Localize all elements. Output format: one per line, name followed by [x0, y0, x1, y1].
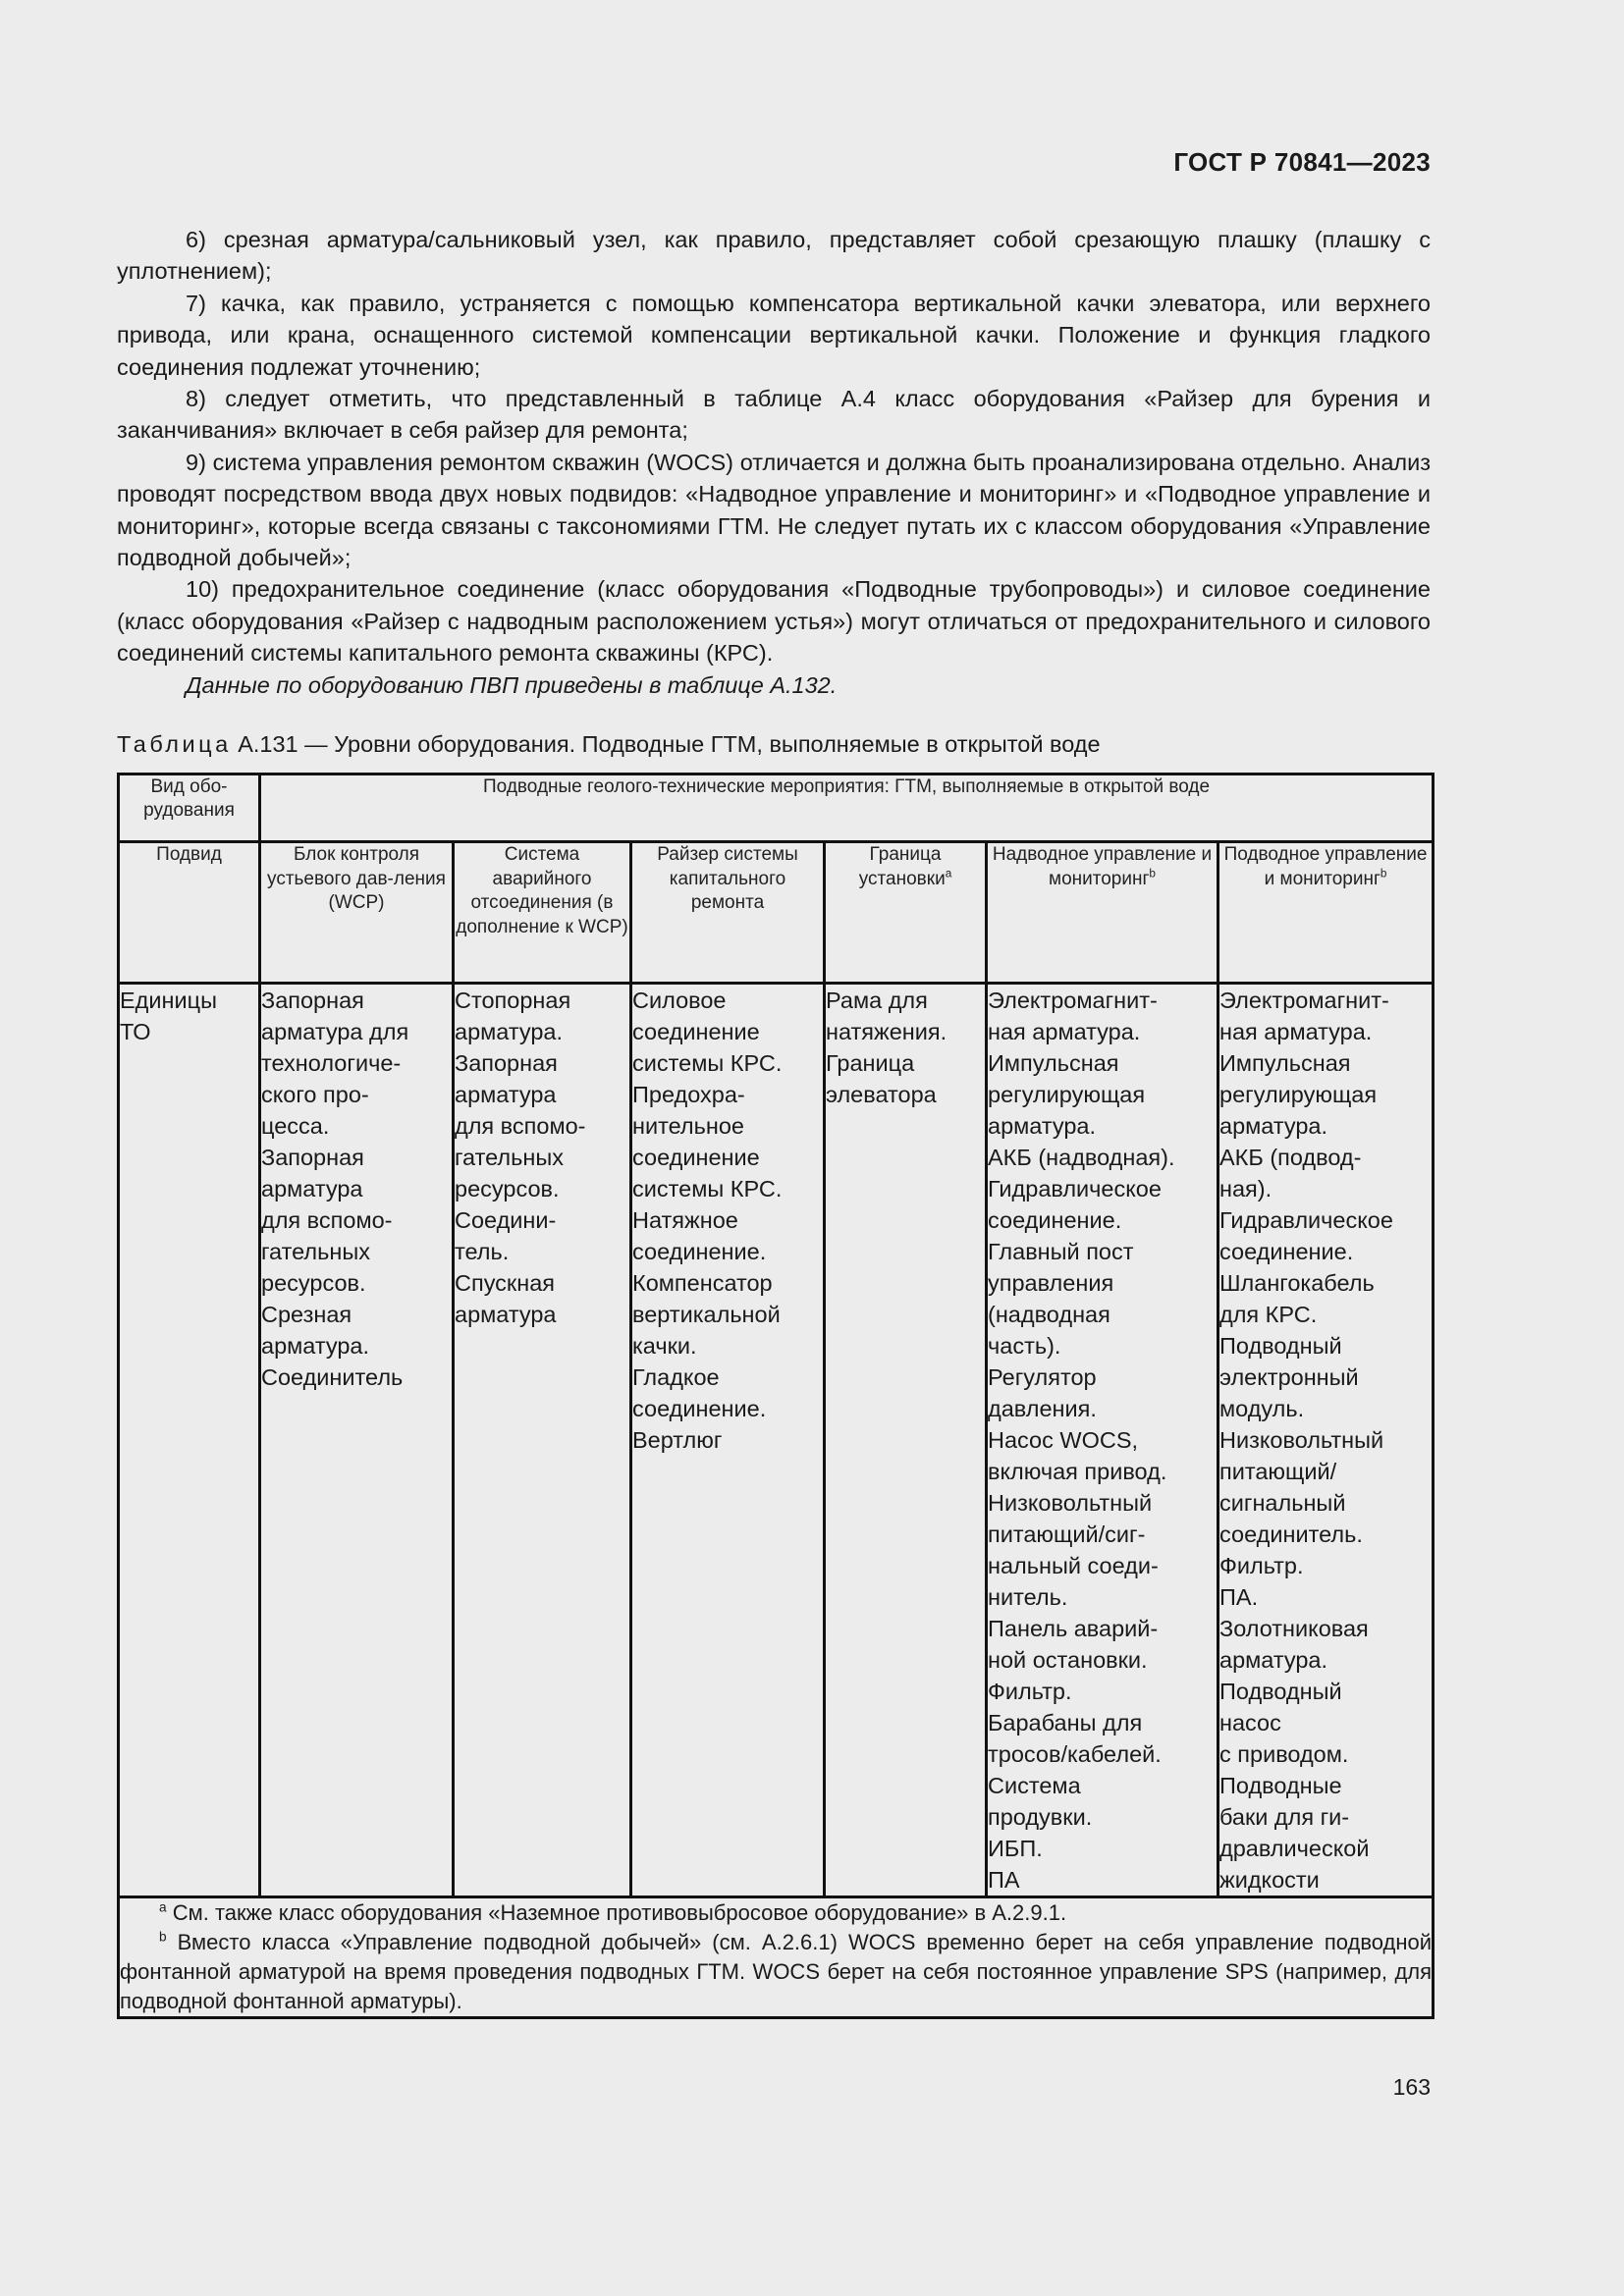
row-label-cell: Единицы ТО: [119, 984, 260, 1897]
cell-line: Подводный: [1219, 1333, 1342, 1359]
column-header: Райзер системы капитального ремонта: [631, 842, 825, 984]
cell-line: продувки.: [988, 1804, 1093, 1830]
table-header-row: [119, 774, 1434, 842]
table-row: [119, 984, 1434, 1897]
cell-line: ресурсов.: [455, 1176, 560, 1201]
cell-line: Фильтр.: [1219, 1553, 1304, 1578]
cell-line: часть).: [988, 1333, 1061, 1359]
cell-line: Импульсная: [1219, 1050, 1351, 1076]
cell-line: Золотниковая: [1219, 1616, 1369, 1641]
cell-line: включая привод.: [988, 1459, 1167, 1484]
cell-line: ПА: [988, 1867, 1020, 1893]
document-id: ГОСТ Р 70841—2023: [1173, 147, 1431, 177]
cell-line: питающий/: [1219, 1459, 1337, 1484]
cell-line: нальный соеди-: [988, 1553, 1159, 1578]
row-label-header: Подвид: [119, 842, 260, 984]
cell-line: Импульсная: [988, 1050, 1119, 1076]
cell-line: для КРС.: [1219, 1302, 1318, 1327]
table-cell: [825, 984, 987, 1897]
corner-header: Вид обо-рудования: [119, 774, 260, 842]
cell-line: Предохра-: [632, 1082, 745, 1107]
cell-line: Запорная: [261, 1145, 364, 1170]
body-text: [117, 224, 1431, 701]
cell-line: регулирующая: [988, 1082, 1146, 1107]
cell-line: цесса.: [261, 1113, 330, 1139]
cell-line: арматура.: [988, 1113, 1097, 1139]
cell-line: Вертлюг: [632, 1427, 723, 1453]
cell-line: соединение.: [1219, 1239, 1354, 1264]
cell-line: ная арматура.: [988, 1019, 1141, 1044]
cell-line: сигнальный: [1219, 1490, 1346, 1516]
cell-line: Силовое: [632, 988, 727, 1013]
column-header-row: [119, 842, 1434, 984]
cell-line: гательных: [261, 1239, 370, 1264]
cell-line: Фильтр.: [988, 1679, 1072, 1704]
cell-line: соединение.: [632, 1396, 767, 1421]
cell-line: Электромагнит-: [988, 988, 1158, 1013]
paragraph: 10) предохранительное соединение (класс оборудования «Подводные трубопроводы») и силовое соединение (класс оборудования «Райзер с надводным расположением устья») могут отличаться от предохранительного и силового соединений системы капитального ремонта скважины (КРС).: [117, 576, 1431, 667]
cell-line: тель.: [455, 1239, 510, 1264]
cell-line: нительное: [632, 1113, 744, 1139]
cell-line: Подводный: [1219, 1679, 1342, 1704]
cell-line: Срезная: [261, 1302, 352, 1327]
cell-line: Низковольтный: [988, 1490, 1153, 1516]
equipment-table: [117, 773, 1435, 2019]
column-header: Система аварийного отсоединения (в дополнение к WCP): [454, 842, 631, 984]
cell-line: Запорная: [261, 988, 364, 1013]
cell-line: АКБ (надводная).: [988, 1145, 1175, 1170]
cell-line: для вспомо-: [261, 1207, 393, 1233]
cell-line: арматура: [455, 1082, 557, 1107]
cell-line: дравлической: [1219, 1836, 1370, 1861]
cell-line: вертикальной: [632, 1302, 781, 1327]
cell-line: Компенсатор: [632, 1270, 773, 1296]
cell-line: Регулятор: [988, 1364, 1097, 1390]
cell-line: Барабаны для: [988, 1710, 1143, 1735]
cell-line: Электромагнит-: [1219, 988, 1389, 1013]
cell-line: Насос WOCS,: [988, 1427, 1139, 1453]
cell-line: Спускная: [455, 1270, 555, 1296]
italic-note: Данные по оборудованию ПВП приведены в таблице А.132.: [186, 671, 838, 698]
column-header: Подводное управление и мониторинг$^b$: [1218, 842, 1434, 984]
paragraph: 7) качка, как правило, устраняется с помощью компенсатора вертикальной качки элеватора, или верхнего привода, или крана, оснащенного системой компенсации вертикальной качки. Положение и функция гладкого соединения подлежат уточнению;: [117, 290, 1431, 380]
cell-line: Главный пост: [988, 1239, 1134, 1264]
cell-line: ная).: [1219, 1176, 1272, 1201]
table-cell: [987, 984, 1218, 1897]
cell-line: АКБ (подвод-: [1219, 1145, 1362, 1170]
cell-line: качки.: [632, 1333, 697, 1359]
cell-line: ная арматура.: [1219, 1019, 1373, 1044]
cell-line: нитель.: [988, 1584, 1068, 1610]
cell-line: Гидравлическое: [1219, 1207, 1393, 1233]
cell-line: жидкости: [1219, 1867, 1320, 1893]
cell-line: ной остановки.: [988, 1647, 1148, 1673]
paragraph: 6) срезная арматура/сальниковый узел, как правило, представляет собой срезающую плашку (плашку с уплотнением);: [117, 227, 1431, 285]
cell-line: натяжения.: [826, 1019, 947, 1044]
table-cell: [631, 984, 825, 1897]
cell-line: Подводные: [1219, 1773, 1342, 1798]
cell-line: Рама для: [826, 988, 928, 1013]
cell-line: гательных: [455, 1145, 564, 1170]
cell-line: Стопорная: [455, 988, 571, 1013]
page-number: 163: [1392, 2074, 1431, 2100]
footnote: $^b$ Вместо класса «Управление подводной добычей» (см. А.2.6.1) WOCS временно берет на себя управление подводной фонтанной арматурой на время проведения подводных ГТМ. WOCS берет на себя постоянное управление SPS (например, для подводной фонтанной арматуры).: [120, 1929, 1433, 2013]
cell-line: арматура: [455, 1302, 557, 1327]
cell-line: Гидравлическое: [988, 1176, 1162, 1201]
cell-line: баки для ги-: [1219, 1804, 1350, 1830]
column-header: Надводное управление и мониторинг$^b$: [987, 842, 1218, 984]
cell-line: системы КРС.: [632, 1050, 783, 1076]
cell-line: тросов/кабелей.: [988, 1741, 1162, 1767]
cell-line: Натяжное: [632, 1207, 738, 1233]
cell-line: электронный: [1219, 1364, 1359, 1390]
cell-line: системы КРС.: [632, 1176, 783, 1201]
cell-line: для вспомо-: [455, 1113, 586, 1139]
cell-line: арматура.: [455, 1019, 564, 1044]
cell-line: Граница: [826, 1050, 915, 1076]
cell-line: соединение.: [988, 1207, 1122, 1233]
cell-line: технологиче-: [261, 1050, 402, 1076]
cell-line: ского про-: [261, 1082, 369, 1107]
cell-line: арматура для: [261, 1019, 409, 1044]
group-header: Подводные геолого-технические мероприятия: ГТМ, выполняемые в открытой воде: [260, 774, 1434, 842]
cell-line: управления: [988, 1270, 1114, 1296]
cell-line: давления.: [988, 1396, 1097, 1421]
cell-line: (надводная: [988, 1302, 1110, 1327]
cell-line: арматура: [261, 1176, 363, 1201]
footnote: $^a$ См. также класс оборудования «Наземное противовыбросовое оборудование» в А.2.9.1.: [159, 1899, 1067, 1925]
cell-line: соединение.: [632, 1239, 767, 1264]
cell-line: элеватора: [826, 1082, 937, 1107]
column-header: Граница установки$^a$: [825, 842, 987, 984]
footnotes-row: [119, 1897, 1434, 2018]
cell-line: Соединитель: [261, 1364, 404, 1390]
cell-line: соединитель.: [1219, 1522, 1363, 1547]
paragraph: 9) система управления ремонтом скважин (WOCS) отличается и должна быть проанализирована отдельно. Анализ проводят посредством ввода двух новых подвидов: «Надводное управление и мониторинг» и «Подводное управление и мониторинг», которые всегда связаны с таксономиями ГТМ. Не следует путать их с классом оборудования «Управление подводной добычей»;: [117, 449, 1431, 571]
cell-line: Система: [988, 1773, 1081, 1798]
cell-line: регулирующая: [1219, 1082, 1378, 1107]
footnotes: [119, 1897, 1434, 2018]
cell-line: Соедини-: [455, 1207, 557, 1233]
table-cell: [454, 984, 631, 1897]
cell-line: Запорная: [455, 1050, 558, 1076]
caption-label: Таблица: [117, 731, 232, 757]
cell-line: Низковольтный: [1219, 1427, 1384, 1453]
cell-line: арматура.: [261, 1333, 370, 1359]
paragraph: 8) следует отметить, что представленный в таблице А.4 класс оборудования «Райзер для бурения и заканчивания» включает в себя райзер для ремонта;: [117, 386, 1431, 444]
cell-line: Панель аварий-: [988, 1616, 1159, 1641]
table-cell: [260, 984, 454, 1897]
caption-text: А.131 — Уровни оборудования. Подводные ГТМ, выполняемые в открытой воде: [238, 731, 1101, 757]
cell-line: соединение: [632, 1019, 760, 1044]
table-cell: [1218, 984, 1434, 1897]
cell-line: Гладкое: [632, 1364, 720, 1390]
cell-line: ИБП.: [988, 1836, 1043, 1861]
cell-line: ПА.: [1219, 1584, 1259, 1610]
cell-line: модуль.: [1219, 1396, 1305, 1421]
cell-line: соединение: [632, 1145, 760, 1170]
cell-line: насос: [1219, 1710, 1281, 1735]
cell-line: арматура.: [1219, 1647, 1328, 1673]
column-header: Блок контроля устьевого дав-ления (WCP): [260, 842, 454, 984]
cell-line: питающий/сиг-: [988, 1522, 1146, 1547]
table-caption: [117, 728, 1101, 760]
cell-line: арматура.: [1219, 1113, 1328, 1139]
cell-line: ресурсов.: [261, 1270, 366, 1296]
cell-line: Шлангокабель: [1219, 1270, 1375, 1296]
cell-line: с приводом.: [1219, 1741, 1349, 1767]
